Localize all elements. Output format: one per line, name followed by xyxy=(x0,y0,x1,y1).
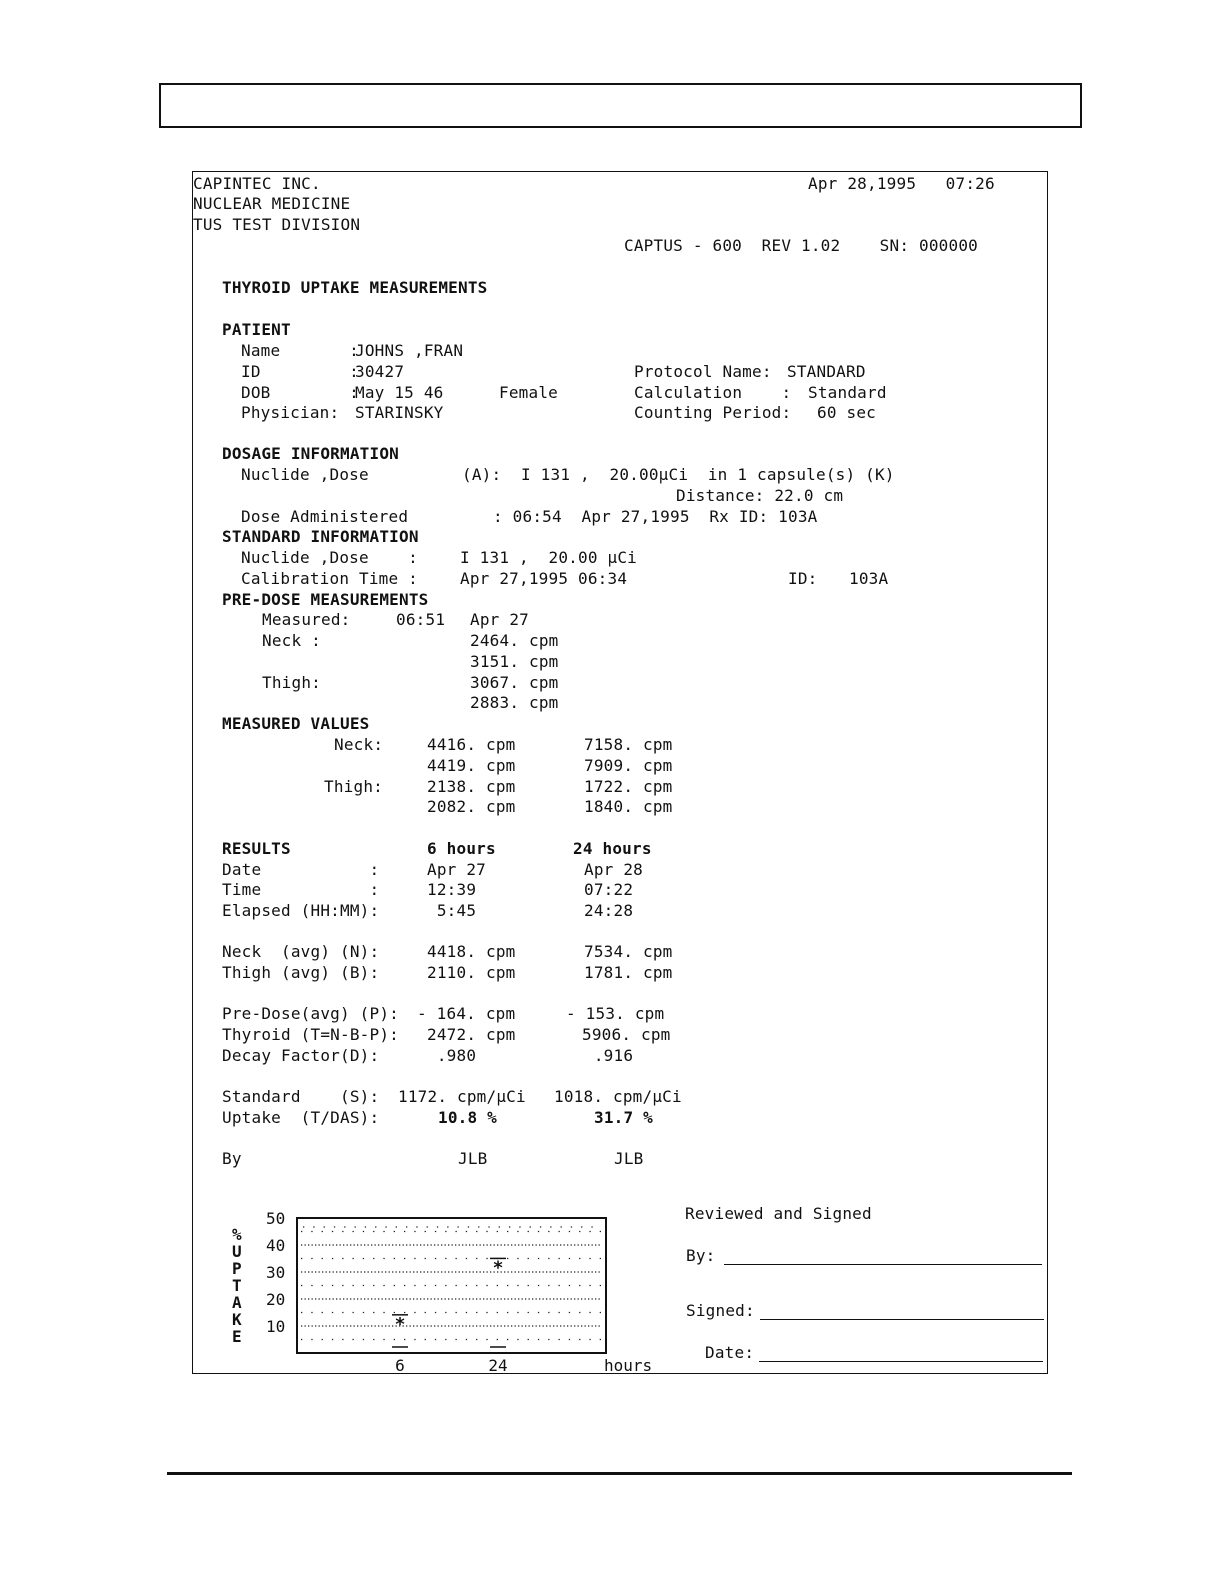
predose-neck-value-1: 2464. cpm xyxy=(470,631,559,650)
results-thyroid-label: Thyroid (T=N-B-P): xyxy=(222,1025,399,1044)
results-date-24h: Apr 28 xyxy=(584,860,643,879)
physician-name: STARINSKY xyxy=(355,403,444,422)
results-standard-6h: 1172. cpm/µCi xyxy=(398,1087,526,1106)
results-elapsed-label: Elapsed (HH:MM): xyxy=(222,901,380,920)
measured-neck-24h-1: 7158. cpm xyxy=(584,735,673,754)
division-name: TUS TEST DIVISION xyxy=(193,215,361,234)
results-date-label: Date : xyxy=(222,860,380,879)
results-decay-label: Decay Factor(D): xyxy=(222,1046,380,1065)
predose-neck-label: Neck : xyxy=(262,631,321,650)
patient-dob: May 15 46 xyxy=(355,383,444,402)
measured-thigh-6h-1: 2138. cpm xyxy=(427,777,516,796)
results-thigh-avg-label: Thigh (avg) (B): xyxy=(222,963,380,982)
chart-y-label-letter: K xyxy=(232,1310,242,1329)
signoff-signed-line xyxy=(760,1319,1044,1320)
results-uptake-6h: 10.8 % xyxy=(438,1108,497,1127)
dosage-heading: DOSAGE INFORMATION xyxy=(222,444,399,463)
calculation-value: Standard xyxy=(808,383,887,402)
chart-y-label-letter: A xyxy=(232,1293,242,1312)
chart-y-label-letter: E xyxy=(232,1327,242,1346)
calibration-time-value: Apr 27,1995 06:34 xyxy=(460,569,628,588)
chart-y-tick: 20 xyxy=(266,1290,286,1309)
dose-nuclide-label: Nuclide ,Dose xyxy=(241,465,369,484)
predose-measured-date: Apr 27 xyxy=(470,610,529,629)
measured-neck-6h-2: 4419. cpm xyxy=(427,756,516,775)
company-name: CAPINTEC INC. xyxy=(193,174,321,193)
results-predose-24h: - 153. cpm xyxy=(566,1004,665,1023)
chart-y-tick: 40 xyxy=(266,1236,286,1255)
patient-id-label: ID : xyxy=(241,362,359,381)
chart-x-label: hours xyxy=(604,1356,653,1375)
predose-thigh-value-1: 3067. cpm xyxy=(470,673,559,692)
results-decay-6h: .980 xyxy=(427,1046,477,1065)
results-thyroid-24h: 5906. cpm xyxy=(582,1025,671,1044)
standard-nuclide-label: Nuclide ,Dose : xyxy=(241,548,418,567)
results-predose-label: Pre-Dose(avg) (P): xyxy=(222,1004,399,1023)
results-neck-avg-label: Neck (avg) (N): xyxy=(222,942,380,961)
results-time-6h: 12:39 xyxy=(427,880,477,899)
predose-thigh-label: Thigh: xyxy=(262,673,321,692)
measured-thigh-6h-2: 2082. cpm xyxy=(427,797,516,816)
chart-y-tick: 30 xyxy=(266,1263,286,1282)
dose-administered-label: Dose Administered xyxy=(241,507,409,526)
signoff-date-line xyxy=(759,1361,1043,1362)
header-box xyxy=(159,83,1082,128)
results-thigh-avg-24h: 1781. cpm xyxy=(584,963,673,982)
measured-thigh-label: Thigh: xyxy=(324,777,383,796)
results-heading: RESULTS xyxy=(222,839,291,858)
chart-x-tick: 6 xyxy=(395,1356,405,1375)
results-neck-avg-6h: 4418. cpm xyxy=(427,942,516,961)
standard-nuclide-value: I 131 , 20.00 µCi xyxy=(460,548,637,567)
patient-heading: PATIENT xyxy=(222,320,291,339)
device-info: CAPTUS - 600 REV 1.02 SN: 000000 xyxy=(624,236,978,255)
results-by-label: By xyxy=(222,1149,242,1168)
measured-neck-6h-1: 4416. cpm xyxy=(427,735,516,754)
calculation-label: Calculation : xyxy=(634,383,792,402)
dose-nuclide-value: (A): I 131 , 20.00µCi in 1 capsule(s) (K) xyxy=(462,465,895,484)
patient-sex: Female xyxy=(499,383,558,402)
dose-administered-value: : 06:54 Apr 27,1995 Rx ID: 103A xyxy=(493,507,818,526)
predose-measured-time: 06:51 xyxy=(396,610,446,629)
chart-y-label-letter: % xyxy=(232,1225,242,1244)
predose-measured-label: Measured: xyxy=(262,610,351,629)
signoff-date-label: Date: xyxy=(705,1343,755,1362)
results-time-label: Time : xyxy=(222,880,380,899)
results-24h-heading: 24 hours xyxy=(573,839,652,858)
patient-dob-label: DOB : xyxy=(241,383,359,402)
measured-heading: MEASURED VALUES xyxy=(222,714,370,733)
results-thyroid-6h: 2472. cpm xyxy=(427,1025,516,1044)
standard-heading: STANDARD INFORMATION xyxy=(222,527,419,546)
calibration-time-label: Calibration Time : xyxy=(241,569,418,588)
counting-period-label: Counting Period: xyxy=(634,403,792,422)
results-uptake-label: Uptake (T/DAS): xyxy=(222,1108,380,1127)
chart-y-tick: 10 xyxy=(266,1317,286,1336)
report-datetime: Apr 28,1995 07:26 xyxy=(808,174,995,193)
chart-point: * xyxy=(394,1313,406,1335)
results-standard-24h: 1018. cpm/µCi xyxy=(554,1087,682,1106)
chart-x-tick: 24 xyxy=(488,1356,508,1375)
chart-y-label-letter: U xyxy=(232,1242,242,1261)
results-elapsed-6h: 5:45 xyxy=(427,901,477,920)
results-6h-heading: 6 hours xyxy=(427,839,496,858)
counting-period-value: 60 sec xyxy=(817,403,876,422)
results-date-6h: Apr 27 xyxy=(427,860,486,879)
standard-id-label: ID: xyxy=(788,569,818,588)
measured-thigh-24h-1: 1722. cpm xyxy=(584,777,673,796)
chart-point: * xyxy=(492,1257,504,1279)
signoff-by-label: By: xyxy=(686,1246,716,1265)
chart-y-tick: 50 xyxy=(266,1209,286,1228)
patient-name-label: Name : xyxy=(241,341,359,360)
measured-neck-24h-2: 7909. cpm xyxy=(584,756,673,775)
results-by-24h: JLB xyxy=(614,1149,644,1168)
dose-distance: Distance: 22.0 cm xyxy=(676,486,844,505)
patient-name: JOHNS ,FRAN xyxy=(355,341,464,360)
results-by-6h: JLB xyxy=(458,1149,488,1168)
results-thigh-avg-6h: 2110. cpm xyxy=(427,963,516,982)
results-elapsed-24h: 24:28 xyxy=(584,901,634,920)
signoff-by-line xyxy=(724,1264,1042,1265)
uptake-chart xyxy=(222,1200,672,1375)
results-neck-avg-24h: 7534. cpm xyxy=(584,942,673,961)
signoff-signed-label: Signed: xyxy=(686,1301,755,1320)
results-decay-24h: .916 xyxy=(584,1046,634,1065)
chart-y-label-letter: T xyxy=(232,1276,242,1295)
page-footer-rule xyxy=(167,1472,1072,1475)
physician-label: Physician: xyxy=(241,403,340,422)
predose-neck-value-2: 3151. cpm xyxy=(470,652,559,671)
results-time-24h: 07:22 xyxy=(584,880,634,899)
patient-id: 30427 xyxy=(355,362,405,381)
measured-thigh-24h-2: 1840. cpm xyxy=(584,797,673,816)
results-uptake-24h: 31.7 % xyxy=(594,1108,653,1127)
chart-y-label-letter: P xyxy=(232,1259,242,1278)
reviewed-signed-label: Reviewed and Signed xyxy=(685,1204,872,1223)
results-standard-label: Standard (S): xyxy=(222,1087,380,1106)
report-title: THYROID UPTAKE MEASUREMENTS xyxy=(222,278,488,297)
measured-neck-label: Neck: xyxy=(334,735,384,754)
results-predose-6h: - 164. cpm xyxy=(417,1004,516,1023)
predose-heading: PRE-DOSE MEASUREMENTS xyxy=(222,590,429,609)
protocol-name: STANDARD xyxy=(787,362,866,381)
standard-id-value: 103A xyxy=(849,569,889,588)
predose-thigh-value-2: 2883. cpm xyxy=(470,693,559,712)
department-name: NUCLEAR MEDICINE xyxy=(193,194,351,213)
protocol-label: Protocol Name: xyxy=(634,362,772,381)
